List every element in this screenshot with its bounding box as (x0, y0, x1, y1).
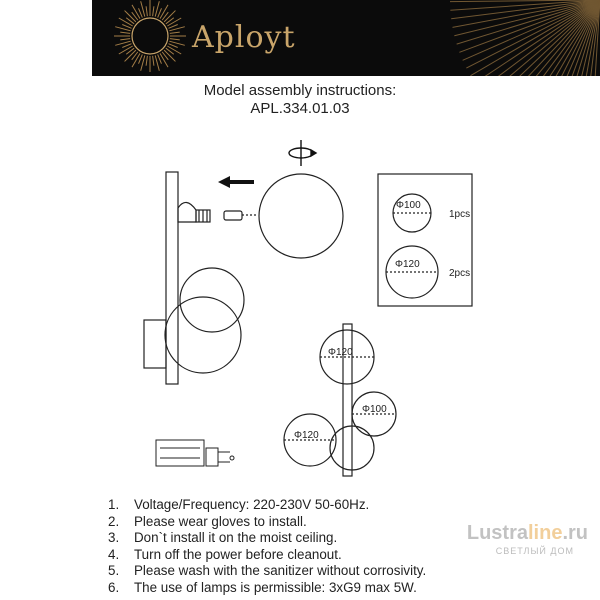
glass-globe-large (165, 297, 241, 373)
brand-banner (92, 0, 600, 76)
wall-plate (144, 320, 166, 368)
insert-arrow-icon (218, 176, 254, 188)
model-number: APL.334.01.03 (250, 100, 350, 117)
glass-globe-detached (259, 174, 343, 258)
watermark: Lustraline.ru (466, 522, 588, 544)
note-item: 4. Turn off the power before cleanout. (108, 546, 342, 562)
note-item: 6. The use of lamps is permissible: 3xG9 max 5W. (108, 579, 417, 595)
watermark-tagline: СВЕТЛЫЙ ДОМ (495, 546, 574, 556)
notes-list (108, 497, 426, 597)
dimension-label-small: Φ100 (396, 200, 421, 211)
rotate-arrow-icon (289, 140, 316, 166)
wall-bar (166, 172, 178, 384)
sun-rays-logo-icon (92, 0, 600, 76)
exploded-view (144, 172, 343, 384)
quantity-label-large: 2pcs (449, 268, 471, 279)
quantity-label-small: 1pcs (449, 209, 471, 220)
assembled-label-top: Φ120 (328, 347, 353, 358)
wiring-diagram (156, 440, 234, 466)
assembled-label-right: Φ100 (362, 404, 387, 415)
dimension-label-large: Φ120 (395, 259, 420, 270)
note-item: 2. Please wear gloves to install. (108, 513, 307, 529)
assembly-drawing (0, 130, 600, 495)
assembled-label-left: Φ120 (294, 430, 319, 441)
brand-name: Aployt (192, 20, 296, 55)
g9-bulb (224, 211, 242, 220)
lamp-holder (178, 202, 196, 222)
note-item: 5. Please wash with the sanitizer without corrosivity. (108, 563, 427, 579)
parts-box (378, 174, 472, 306)
note-item: 3. Don`t install it on the moist ceiling. (108, 530, 338, 546)
note-item: 1. Voltage/Frequency: 220-230V 50-60Hz. (108, 497, 370, 512)
instructions-title: Model assembly instructions: (203, 82, 397, 99)
